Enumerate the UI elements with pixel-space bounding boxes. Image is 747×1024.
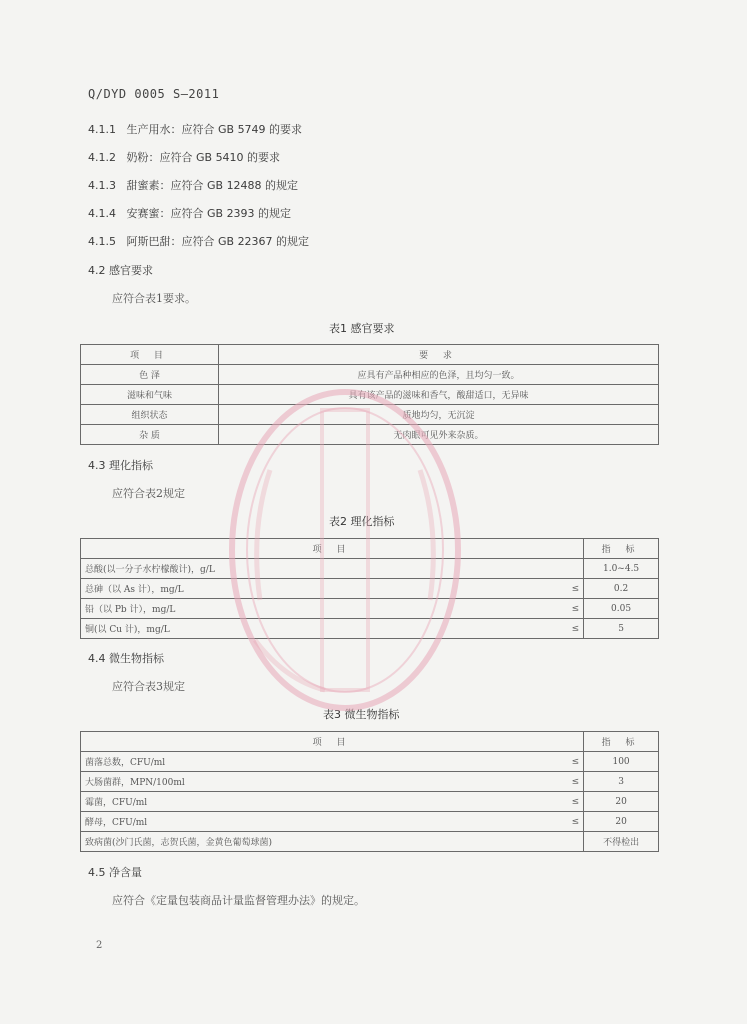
table-cell: 酵母，CFU/ml bbox=[81, 812, 562, 832]
table-row bbox=[81, 425, 659, 445]
page-number: 2 bbox=[96, 940, 103, 951]
column-header: 指 标 bbox=[584, 539, 659, 559]
table-cell: 100 bbox=[584, 752, 659, 772]
table-row bbox=[81, 599, 659, 619]
comparison-symbol: ≤ bbox=[561, 792, 584, 812]
item-text: 奶粉：应符合 GB 5410 的要求 bbox=[126, 151, 281, 164]
table-row bbox=[81, 619, 659, 639]
section-4-3-body: 应符合表2规定 bbox=[112, 487, 185, 500]
item-number: 4.1.5 bbox=[88, 235, 116, 248]
table-header-row bbox=[81, 732, 659, 752]
table-row bbox=[81, 365, 659, 385]
table-cell: 铜(以 Cu 计)，mg/L bbox=[81, 619, 562, 639]
table-cell: 不得检出 bbox=[584, 832, 659, 852]
table-row bbox=[81, 812, 659, 832]
table-cell: 1.0~4.5 bbox=[584, 559, 659, 579]
table-cell: 5 bbox=[584, 619, 659, 639]
table-header-row bbox=[81, 539, 659, 559]
table-header-row bbox=[81, 345, 659, 365]
table-cell: 总酸(以一分子水柠檬酸计)，g/L bbox=[81, 559, 562, 579]
section-4-4-body: 应符合表3规定 bbox=[112, 680, 185, 693]
section-4-3-title: 4.3 理化指标 bbox=[88, 459, 153, 472]
table1-caption: 表1 感官要求 bbox=[329, 322, 395, 335]
item-4-1-1 bbox=[88, 121, 302, 137]
table-cell: 应具有产品种相应的色泽，且均匀一致。 bbox=[219, 365, 659, 385]
table-row bbox=[81, 405, 659, 425]
table-row bbox=[81, 752, 659, 772]
table1-sensory bbox=[80, 344, 659, 445]
item-4-1-4 bbox=[88, 205, 291, 221]
standard-code: Q/DYD 0005 S—2011 bbox=[88, 87, 220, 101]
item-number: 4.1.1 bbox=[88, 123, 116, 136]
comparison-symbol: ≤ bbox=[561, 752, 584, 772]
table-row bbox=[81, 832, 659, 852]
comparison-symbol bbox=[561, 559, 584, 579]
column-header: 项 目 bbox=[81, 539, 584, 559]
column-header: 项 目 bbox=[81, 732, 584, 752]
item-4-1-5 bbox=[88, 233, 309, 249]
comparison-symbol: ≤ bbox=[561, 772, 584, 792]
item-number: 4.1.3 bbox=[88, 179, 116, 192]
item-text: 安赛蜜：应符合 GB 2393 的规定 bbox=[126, 207, 292, 220]
table-cell: 大肠菌群，MPN/100ml bbox=[81, 772, 562, 792]
section-4-4-title: 4.4 微生物指标 bbox=[88, 652, 164, 665]
table-row bbox=[81, 559, 659, 579]
item-text: 甜蜜素：应符合 GB 12488 的规定 bbox=[126, 179, 299, 192]
column-header: 指 标 bbox=[584, 732, 659, 752]
table-cell: 质地均匀，无沉淀 bbox=[219, 405, 659, 425]
table-cell: 无肉眼可见外来杂质。 bbox=[219, 425, 659, 445]
item-number: 4.1.2 bbox=[88, 151, 116, 164]
table3-microbial bbox=[80, 731, 659, 852]
item-4-1-2 bbox=[88, 149, 280, 165]
table-cell: 0.2 bbox=[584, 579, 659, 599]
comparison-symbol: ≤ bbox=[561, 619, 584, 639]
table-row bbox=[81, 385, 659, 405]
table-row bbox=[81, 792, 659, 812]
table-cell: 20 bbox=[584, 812, 659, 832]
item-text: 生产用水：应符合 GB 5749 的要求 bbox=[126, 123, 303, 136]
table-row bbox=[81, 772, 659, 792]
table-cell: 色 泽 bbox=[81, 365, 219, 385]
section-4-5-body: 应符合《定量包装商品计量监督管理办法》的规定。 bbox=[112, 894, 365, 907]
comparison-symbol: ≤ bbox=[561, 599, 584, 619]
table2-physicochemical bbox=[80, 538, 659, 639]
table-cell: 总砷（以 As 计），mg/L bbox=[81, 579, 562, 599]
table-cell: 3 bbox=[584, 772, 659, 792]
table2-caption: 表2 理化指标 bbox=[329, 515, 395, 528]
table-cell: 霉菌，CFU/ml bbox=[81, 792, 562, 812]
section-4-5-title: 4.5 净含量 bbox=[88, 866, 142, 879]
table3-caption: 表3 微生物指标 bbox=[323, 708, 400, 721]
table-cell: 20 bbox=[584, 792, 659, 812]
item-text: 阿斯巴甜：应符合 GB 22367 的规定 bbox=[126, 235, 310, 248]
table-cell: 组织状态 bbox=[81, 405, 219, 425]
section-4-2-title: 4.2 感官要求 bbox=[88, 264, 153, 277]
table-cell: 具有该产品的滋味和香气，酸甜适口，无异味 bbox=[219, 385, 659, 405]
table-cell: 致病菌(沙门氏菌，志贺氏菌，金黄色葡萄球菌) bbox=[81, 832, 562, 852]
table-cell: 滋味和气味 bbox=[81, 385, 219, 405]
comparison-symbol bbox=[561, 832, 584, 852]
comparison-symbol: ≤ bbox=[561, 579, 584, 599]
item-4-1-3 bbox=[88, 177, 298, 193]
table-cell: 杂 质 bbox=[81, 425, 219, 445]
comparison-symbol: ≤ bbox=[561, 812, 584, 832]
table-cell: 0.05 bbox=[584, 599, 659, 619]
table-cell: 菌落总数，CFU/ml bbox=[81, 752, 562, 772]
column-header: 要 求 bbox=[219, 345, 659, 365]
column-header: 项 目 bbox=[81, 345, 219, 365]
table-cell: 铅（以 Pb 计），mg/L bbox=[81, 599, 562, 619]
table-row bbox=[81, 579, 659, 599]
item-number: 4.1.4 bbox=[88, 207, 116, 220]
section-4-2-body: 应符合表1要求。 bbox=[112, 292, 196, 305]
